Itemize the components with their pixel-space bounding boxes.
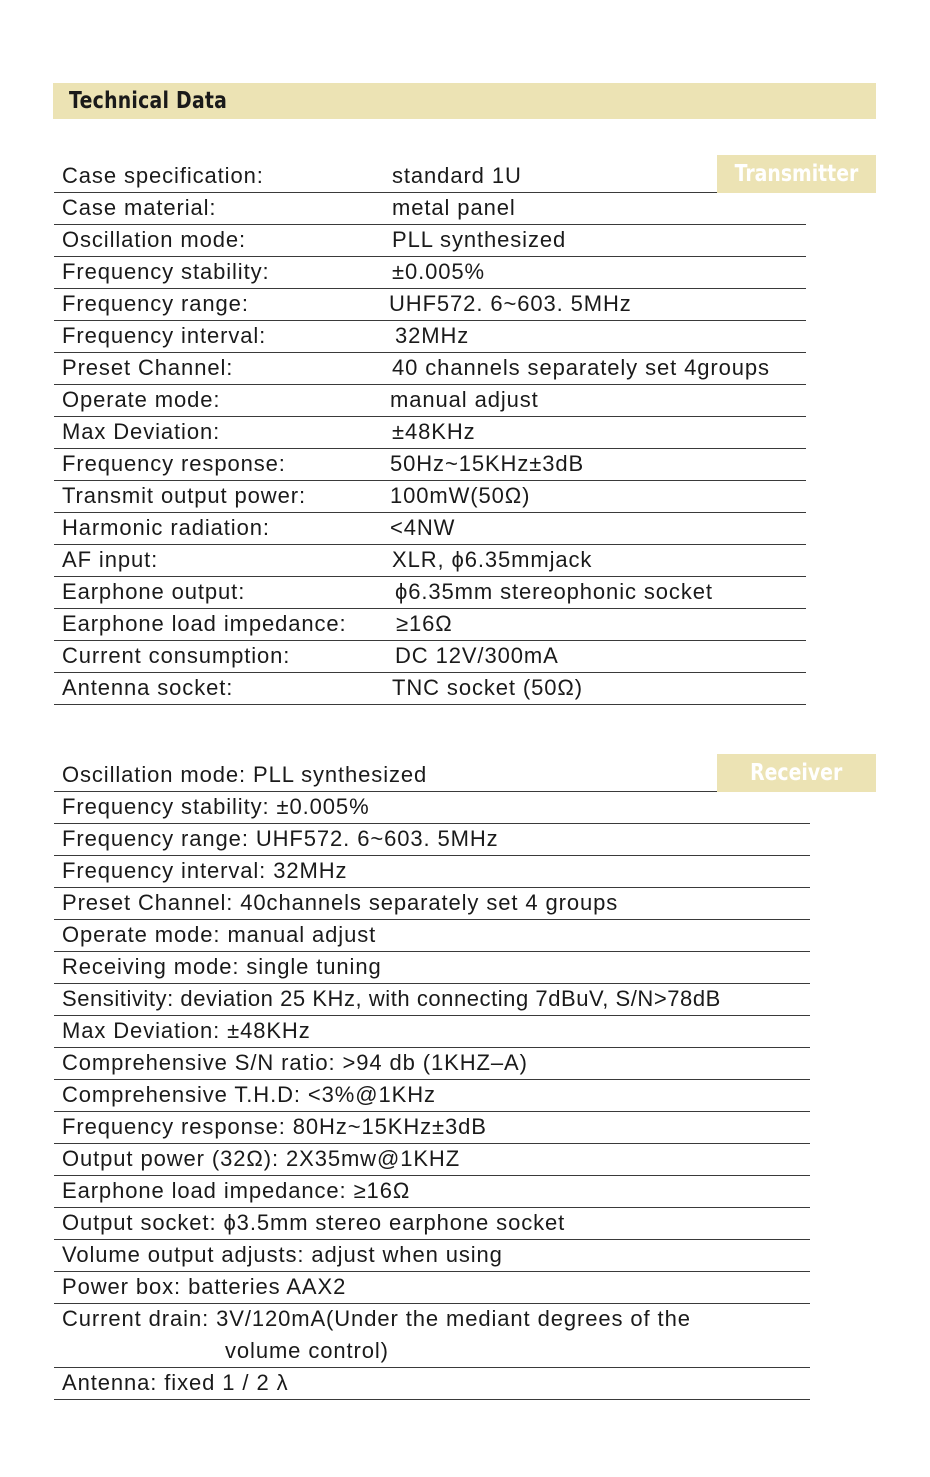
table-row: Preset Channel: 40 channels separately set 4groups <box>54 353 806 385</box>
table-row: Frequency range: UHF572. 6~603. 5MHz <box>54 824 810 856</box>
table-row: Frequency response: 50Hz~15KHz±3dB <box>54 449 806 481</box>
table-row: Operate mode: manual adjust <box>54 920 810 952</box>
table-row: Harmonic radiation: <4NW <box>54 513 806 545</box>
page-title: Technical Data <box>69 88 228 114</box>
table-row-antenna: Antenna: fixed 1 / 2 λ <box>54 1368 810 1400</box>
table-row: Transmit output power: 100mW(50Ω) <box>54 481 806 513</box>
table-row-current-drain: Current drain: 3V/120mA(Under the mediant degrees of the volume control) <box>54 1304 810 1368</box>
table-row: Comprehensive T.H.D: <3%@1KHz <box>54 1080 810 1112</box>
table-row: Frequency interval: 32MHz <box>54 321 806 353</box>
table-row: Operate mode: manual adjust <box>54 385 806 417</box>
table-row: Frequency stability: ±0.005% <box>54 257 806 289</box>
table-row: Current consumption: DC 12V/300mA <box>54 641 806 673</box>
table-row: Frequency interval: 32MHz <box>54 856 810 888</box>
table-row: Output power (32Ω): 2X35mw@1KHZ <box>54 1144 810 1176</box>
table-row: Frequency stability: ±0.005% <box>54 792 810 824</box>
table-row: Volume output adjusts: adjust when using <box>54 1240 810 1272</box>
table-row: AF input: XLR, ϕ6.35mmjack <box>54 545 806 577</box>
table-row: Frequency response: 80Hz~15KHz±3dB <box>54 1112 810 1144</box>
table-row: Oscillation mode: PLL synthesized <box>54 760 717 792</box>
table-row: Comprehensive S/N ratio: >94 db (1KHZ–A) <box>54 1048 810 1080</box>
table-row: Max Deviation: ±48KHz <box>54 417 806 449</box>
table-row: Power box: batteries AAX2 <box>54 1272 810 1304</box>
table-row: Frequency range: UHF572. 6~603. 5MHz <box>54 289 806 321</box>
table-row: Preset Channel: 40channels separately set 4 groups <box>54 888 810 920</box>
receiver-tag-label: Receiver <box>750 760 843 786</box>
table-row: Max Deviation: ±48KHz <box>54 1016 810 1048</box>
table-row: Sensitivity: deviation 25 KHz, with connecting 7dBuV, S/N>78dB <box>54 984 810 1016</box>
table-row: Case specification: standard 1U <box>54 161 717 193</box>
table-row: Receiving mode: single tuning <box>54 952 810 984</box>
transmitter-tag <box>717 155 876 193</box>
table-row: Earphone load impedance: ≥16Ω <box>54 609 806 641</box>
table-row: Earphone output: ϕ6.35mm stereophonic socket <box>54 577 806 609</box>
table-row: Oscillation mode: PLL synthesized <box>54 225 806 257</box>
receiver-tag <box>717 754 876 792</box>
table-row: Case material: metal panel <box>54 193 806 225</box>
table-row: Output socket: ϕ3.5mm stereo earphone socket <box>54 1208 810 1240</box>
table-row: Earphone load impedance: ≥16Ω <box>54 1176 810 1208</box>
table-row: Antenna socket: TNC socket (50Ω) <box>54 673 806 705</box>
transmitter-tag-label: Transmitter <box>734 161 859 187</box>
section-title-bar <box>53 83 876 119</box>
